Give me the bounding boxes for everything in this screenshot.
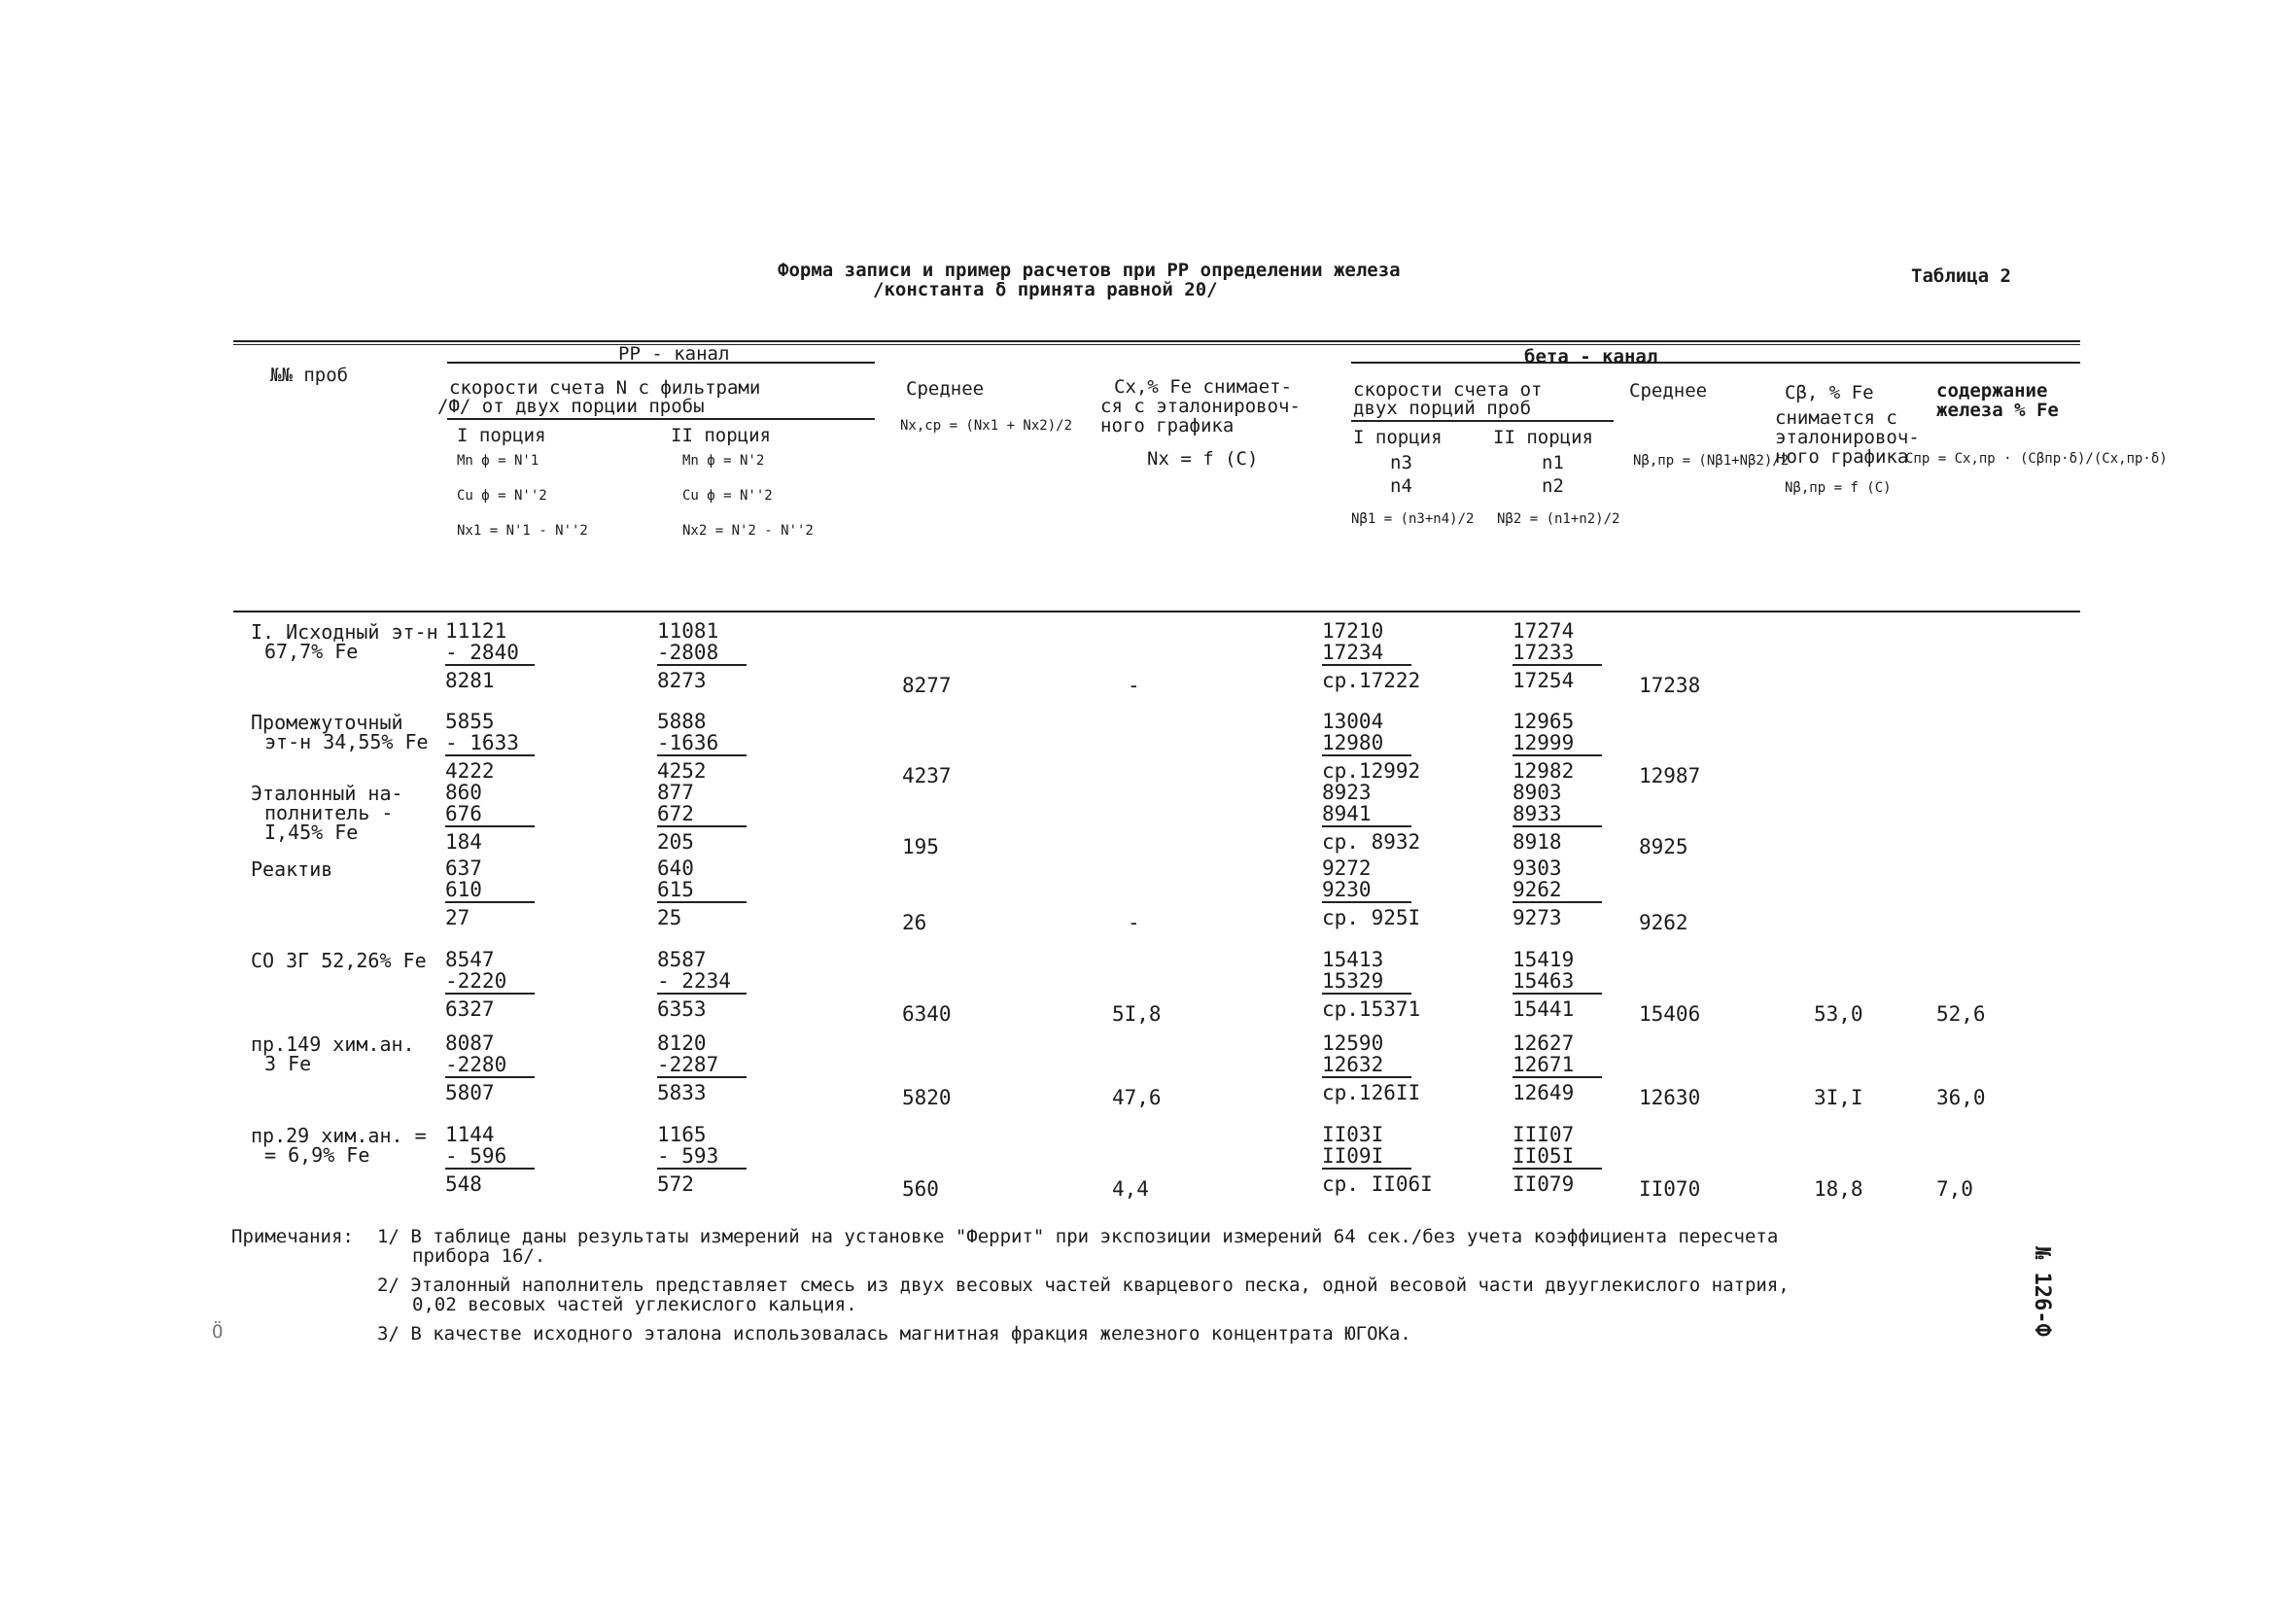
row-3-beta-portion1-reading-1: 8923 bbox=[1322, 781, 1372, 804]
row-1-beta-portion2-result: 17254 bbox=[1513, 669, 1575, 692]
row-7-beta-portion1-reading-1: II03I bbox=[1322, 1123, 1384, 1146]
row-5-beta-portion1-sum-line bbox=[1322, 993, 1411, 995]
header-portion2: II порция bbox=[671, 425, 771, 446]
row-4-beta-portion1-block bbox=[1322, 857, 1431, 928]
header-beta-portion2: II порция bbox=[1493, 427, 1593, 448]
row-1-beta-portion2-reading-1: 17274 bbox=[1513, 619, 1575, 643]
row-1-beta-portion1-sum-line bbox=[1322, 664, 1411, 666]
row-3-pp-portion1-reading-1: 860 bbox=[445, 781, 482, 804]
row-7-beta-mean: II070 bbox=[1639, 1177, 1701, 1201]
row-7-cx-percent: 4,4 bbox=[1112, 1177, 1149, 1201]
note-1-line1: 1/ В таблице даны результаты измерений на установке "Феррит" при экспозиции измерений 64 сек./без учета коэффициента пересчета bbox=[377, 1226, 1779, 1247]
row-7-fe-content: 7,0 bbox=[1936, 1177, 1973, 1201]
row-5-beta-portion1-block bbox=[1322, 949, 1431, 1020]
row-1-sample-name: 67,7% Fe bbox=[264, 640, 359, 663]
row-2-beta-portion2-sum-line bbox=[1513, 754, 1602, 756]
header-portion2-cu: Cu ф = N''2 bbox=[682, 488, 773, 504]
row-1-cx-percent: - bbox=[1128, 674, 1140, 697]
row-2-pp-portion1-reading-1: 5855 bbox=[445, 710, 495, 733]
row-4-beta-portion2-reading-2: 9262 bbox=[1513, 878, 1562, 901]
row-5-pp-portion1-result: 6327 bbox=[445, 997, 495, 1021]
row-5-sample-name: СО ЗГ 52,26% Fe bbox=[251, 949, 427, 972]
row-3-pp-portion2-reading-1: 877 bbox=[657, 781, 694, 804]
row-5-pp-portion1-sum-line bbox=[445, 993, 535, 995]
header-beta-n2: n2 bbox=[1542, 475, 1564, 497]
row-5-cx-percent: 5I,8 bbox=[1112, 1002, 1162, 1026]
row-3-beta-portion2-reading-1: 8903 bbox=[1513, 781, 1562, 804]
row-6-fe-content: 36,0 bbox=[1936, 1086, 1986, 1109]
row-6-sample-name: пр.149 хим.ан. bbox=[251, 1032, 415, 1056]
row-2-pp-mean: 4237 bbox=[902, 764, 952, 787]
row-1-beta-portion1-result: ср.17222 bbox=[1322, 669, 1421, 692]
header-beta-rates-line2: двух порций проб bbox=[1353, 398, 1532, 419]
header-fe-formula: Cпр = Cx,пр · (Cβпр·δ)/(Cx,пр·δ) bbox=[1905, 451, 2168, 467]
header-beta-n4: n4 bbox=[1390, 475, 1412, 497]
row-6-pp-portion1-reading-1: 8087 bbox=[445, 1031, 495, 1055]
row-2-pp-portion2-result: 4252 bbox=[657, 759, 707, 783]
row-7-pp-portion1-reading-2: - 596 bbox=[445, 1144, 507, 1168]
header-cb-line3: эталонировоч- bbox=[1775, 427, 1920, 448]
header-beta-mean: Среднее bbox=[1629, 380, 1708, 402]
row-6-cb-percent: 3I,I bbox=[1814, 1086, 1863, 1109]
row-3-beta-portion2-result: 8918 bbox=[1513, 830, 1562, 854]
row-4-pp-portion1-result: 27 bbox=[445, 906, 470, 929]
row-6-pp-portion1-reading-2: -2280 bbox=[445, 1053, 507, 1076]
row-4-beta-portion1-reading-2: 9230 bbox=[1322, 878, 1372, 901]
row-7-beta-portion2-block bbox=[1513, 1124, 1621, 1195]
row-1-pp-mean: 8277 bbox=[902, 674, 952, 697]
header-portion1-mn: Mn ф = N'1 bbox=[457, 453, 539, 469]
row-5-pp-portion2-sum-line bbox=[657, 993, 747, 995]
row-5-beta-portion1-reading-2: 15329 bbox=[1322, 969, 1384, 993]
row-1-beta-portion1-reading-1: 17210 bbox=[1322, 619, 1384, 643]
row-6-beta-portion1-reading-1: 12590 bbox=[1322, 1031, 1384, 1055]
header-bottom-rule bbox=[233, 611, 2080, 612]
row-4-cx-percent: - bbox=[1128, 911, 1140, 934]
row-4-pp-portion2-reading-1: 640 bbox=[657, 856, 694, 880]
row-1-pp-portion1-reading-2: - 2840 bbox=[445, 641, 519, 664]
row-3-pp-portion2-result: 205 bbox=[657, 830, 694, 854]
row-1-pp-portion2-block bbox=[657, 620, 766, 691]
row-3-pp-portion1-reading-2: 676 bbox=[445, 802, 482, 825]
header-pp-channel: РР - канал bbox=[618, 343, 730, 365]
row-3-sample-name: полнитель - bbox=[264, 801, 394, 824]
row-6-pp-portion2-reading-2: -2287 bbox=[657, 1053, 719, 1076]
header-rates-line1: скорости счета N с фильтрами bbox=[449, 377, 761, 399]
row-4-pp-portion1-sum-line bbox=[445, 901, 535, 903]
row-2-beta-mean: 12987 bbox=[1639, 764, 1701, 787]
row-6-beta-portion2-block bbox=[1513, 1032, 1621, 1103]
row-6-pp-portion2-block bbox=[657, 1032, 766, 1103]
header-beta-channel: бета - канал bbox=[1524, 346, 1658, 367]
row-1-beta-mean: 17238 bbox=[1639, 674, 1701, 697]
row-3-beta-portion2-block bbox=[1513, 782, 1621, 853]
row-3-beta-mean: 8925 bbox=[1639, 835, 1688, 858]
row-3-pp-portion1-block bbox=[445, 782, 554, 853]
row-3-beta-portion1-block bbox=[1322, 782, 1431, 853]
header-cx-formula: Nx = f (C) bbox=[1147, 448, 1259, 470]
table-top-rule-thin bbox=[233, 344, 2080, 345]
row-2-pp-portion1-block bbox=[445, 711, 554, 782]
header-beta-mean-formula: Nβ,пр = (Nβ1+Nβ2)/2 bbox=[1633, 453, 1790, 469]
row-2-beta-portion2-reading-1: 12965 bbox=[1513, 710, 1575, 733]
row-4-sample-name: Реактив bbox=[251, 857, 333, 881]
row-7-pp-portion2-reading-1: 1165 bbox=[657, 1123, 707, 1146]
row-5-beta-portion2-block bbox=[1513, 949, 1621, 1020]
row-1-pp-portion1-sum-line bbox=[445, 664, 535, 666]
row-1-pp-portion2-reading-2: -2808 bbox=[657, 641, 719, 664]
row-5-beta-portion2-result: 15441 bbox=[1513, 997, 1575, 1021]
row-5-beta-portion2-sum-line bbox=[1513, 993, 1602, 995]
note-2-line2: 0,02 весовых частей углекислого кальция. bbox=[412, 1294, 857, 1315]
row-1-pp-portion1-block bbox=[445, 620, 554, 691]
row-2-beta-portion1-reading-1: 13004 bbox=[1322, 710, 1384, 733]
row-5-beta-portion2-reading-2: 15463 bbox=[1513, 969, 1575, 993]
row-7-pp-portion2-result: 572 bbox=[657, 1172, 694, 1196]
row-4-beta-portion1-result: ср. 925I bbox=[1322, 906, 1421, 929]
header-portion1-cu: Cu ф = N''2 bbox=[457, 488, 547, 504]
row-6-pp-portion2-result: 5833 bbox=[657, 1081, 707, 1104]
row-4-beta-portion2-reading-1: 9303 bbox=[1513, 856, 1562, 880]
row-7-beta-portion1-sum-line bbox=[1322, 1168, 1411, 1170]
header-beta-formula2: Nβ2 = (n1+n2)/2 bbox=[1497, 511, 1620, 527]
row-7-pp-portion1-block bbox=[445, 1124, 554, 1195]
row-6-sample-name: 3 Fe bbox=[264, 1052, 312, 1075]
row-6-cx-percent: 47,6 bbox=[1112, 1086, 1162, 1109]
row-6-beta-portion1-block bbox=[1322, 1032, 1431, 1103]
row-4-pp-portion1-reading-1: 637 bbox=[445, 856, 482, 880]
row-1-pp-portion2-result: 8273 bbox=[657, 669, 707, 692]
row-4-pp-portion2-sum-line bbox=[657, 901, 747, 903]
header-portion1-nx: Nx1 = N'1 - N''2 bbox=[457, 523, 588, 539]
note-3: 3/ В качестве исходного эталона использовалась магнитная фракция железного концентрата ЮГОКа. bbox=[377, 1323, 1411, 1345]
row-1-pp-portion2-sum-line bbox=[657, 664, 747, 666]
header-cx-line1: Cx,% Fe снимает- bbox=[1114, 376, 1293, 398]
row-4-pp-portion1-block bbox=[445, 857, 554, 928]
row-5-pp-portion2-reading-1: 8587 bbox=[657, 948, 707, 971]
header-fe-line1: содержание bbox=[1936, 380, 2048, 402]
row-4-beta-portion2-result: 9273 bbox=[1513, 906, 1562, 929]
row-5-pp-mean: 6340 bbox=[902, 1002, 952, 1026]
row-2-pp-portion1-sum-line bbox=[445, 754, 535, 756]
header-cx-line3: ного графика bbox=[1100, 415, 1235, 437]
row-1-beta-portion1-block bbox=[1322, 620, 1431, 691]
header-beta-portion1: I порция bbox=[1353, 427, 1443, 448]
rates-rule bbox=[447, 418, 875, 420]
beta-channel-rule bbox=[1351, 362, 2080, 364]
row-4-beta-portion1-reading-1: 9272 bbox=[1322, 856, 1372, 880]
row-7-pp-portion1-sum-line bbox=[445, 1168, 535, 1170]
header-mean-formula: Nx,ср = (Nx1 + Nx2)/2 bbox=[900, 418, 1073, 434]
row-1-beta-portion2-sum-line bbox=[1513, 664, 1602, 666]
note-2-line1: 2/ Эталонный наполнитель представляет смесь из двух весовых частей кварцевого песка, одной весовой части двууглекислого натрия, bbox=[377, 1275, 1790, 1296]
margin-mark: Ö bbox=[212, 1321, 224, 1343]
header-mean: Среднее bbox=[906, 378, 985, 400]
header-portion1: I порция bbox=[457, 425, 546, 446]
table-label: Таблица 2 bbox=[1911, 265, 2011, 287]
row-6-beta-portion1-reading-2: 12632 bbox=[1322, 1053, 1384, 1076]
row-4-beta-portion2-block bbox=[1513, 857, 1621, 928]
row-1-beta-portion2-block bbox=[1513, 620, 1621, 691]
row-7-sample-name: пр.29 хим.ан. = bbox=[251, 1124, 427, 1147]
beta-rates-rule bbox=[1351, 420, 1614, 422]
header-beta-n3: n3 bbox=[1390, 452, 1412, 473]
row-6-pp-mean: 5820 bbox=[902, 1086, 952, 1109]
row-3-beta-portion2-sum-line bbox=[1513, 825, 1602, 827]
row-4-beta-portion1-sum-line bbox=[1322, 901, 1411, 903]
header-beta-formula1: Nβ1 = (n3+n4)/2 bbox=[1351, 511, 1475, 527]
row-7-beta-portion2-sum-line bbox=[1513, 1168, 1602, 1170]
document-title: Форма записи и пример расчетов при РР определении железа bbox=[778, 260, 1401, 281]
row-5-beta-portion1-result: ср.15371 bbox=[1322, 997, 1421, 1021]
row-6-beta-portion2-reading-2: 12671 bbox=[1513, 1053, 1575, 1076]
row-4-beta-mean: 9262 bbox=[1639, 911, 1688, 934]
row-4-pp-portion2-block bbox=[657, 857, 766, 928]
row-2-sample-name: эт-н 34,55% Fe bbox=[264, 730, 429, 753]
header-beta-n1: n1 bbox=[1542, 452, 1564, 473]
row-1-beta-portion2-reading-2: 17233 bbox=[1513, 641, 1575, 664]
row-3-beta-portion1-result: ср. 8932 bbox=[1322, 830, 1421, 854]
row-7-pp-portion2-reading-2: - 593 bbox=[657, 1144, 719, 1168]
row-7-beta-portion1-block bbox=[1322, 1124, 1431, 1195]
row-5-beta-portion2-reading-1: 15419 bbox=[1513, 948, 1575, 971]
row-3-pp-portion1-sum-line bbox=[445, 825, 535, 827]
row-7-beta-portion2-reading-1: III07 bbox=[1513, 1123, 1575, 1146]
row-5-pp-portion1-reading-1: 8547 bbox=[445, 948, 495, 971]
row-2-pp-portion2-block bbox=[657, 711, 766, 782]
row-7-pp-portion1-reading-1: 1144 bbox=[445, 1123, 495, 1146]
row-4-pp-portion2-reading-2: 615 bbox=[657, 878, 694, 901]
row-6-beta-portion2-result: 12649 bbox=[1513, 1081, 1575, 1104]
row-2-beta-portion1-block bbox=[1322, 711, 1431, 782]
row-6-beta-portion1-result: ср.126II bbox=[1322, 1081, 1421, 1104]
header-cb-line2: снимается с bbox=[1775, 407, 1897, 429]
row-5-pp-portion1-reading-2: -2220 bbox=[445, 969, 507, 993]
row-7-pp-mean: 560 bbox=[902, 1177, 939, 1201]
row-2-pp-portion2-reading-1: 5888 bbox=[657, 710, 707, 733]
row-5-pp-portion2-result: 6353 bbox=[657, 997, 707, 1021]
row-5-beta-mean: 15406 bbox=[1639, 1002, 1701, 1026]
notes-label: Примечания: bbox=[231, 1226, 354, 1247]
row-6-beta-portion2-reading-1: 12627 bbox=[1513, 1031, 1575, 1055]
row-5-pp-portion2-reading-2: - 2234 bbox=[657, 969, 731, 993]
row-2-beta-portion1-result: ср.12992 bbox=[1322, 759, 1421, 783]
header-fe-line2: железа % Fe bbox=[1936, 400, 2059, 421]
row-7-pp-portion1-result: 548 bbox=[445, 1172, 482, 1196]
row-5-pp-portion2-block bbox=[657, 949, 766, 1020]
row-3-sample-name: I,45% Fe bbox=[264, 821, 359, 844]
row-2-sample-name: Промежуточный bbox=[251, 711, 403, 734]
row-7-cb-percent: 18,8 bbox=[1814, 1177, 1863, 1201]
row-7-pp-portion2-sum-line bbox=[657, 1168, 747, 1170]
row-4-pp-portion2-result: 25 bbox=[657, 906, 682, 929]
header-cb-line4: ного графика bbox=[1775, 446, 1909, 468]
row-6-pp-portion1-block bbox=[445, 1032, 554, 1103]
row-2-pp-portion1-result: 4222 bbox=[445, 759, 495, 783]
row-1-pp-portion1-reading-1: 11121 bbox=[445, 619, 507, 643]
row-2-pp-portion2-sum-line bbox=[657, 754, 747, 756]
row-7-beta-portion2-reading-2: II05I bbox=[1513, 1144, 1575, 1168]
row-7-pp-portion2-block bbox=[657, 1124, 766, 1195]
row-7-beta-portion1-reading-2: II09I bbox=[1322, 1144, 1384, 1168]
row-2-beta-portion2-reading-2: 12999 bbox=[1513, 731, 1575, 754]
row-1-sample-name: I. Исходный эт-н bbox=[251, 620, 438, 644]
row-2-beta-portion2-result: 12982 bbox=[1513, 759, 1575, 783]
row-3-beta-portion2-reading-2: 8933 bbox=[1513, 802, 1562, 825]
row-2-beta-portion1-reading-2: 12980 bbox=[1322, 731, 1384, 754]
header-cb-line1: Cβ, % Fe bbox=[1785, 382, 1874, 403]
header-portion2-nx: Nx2 = N'2 - N''2 bbox=[682, 523, 814, 539]
header-rates-line2: /Ф/ от двух порции пробы bbox=[437, 396, 705, 417]
row-3-pp-portion2-sum-line bbox=[657, 825, 747, 827]
row-6-pp-portion1-sum-line bbox=[445, 1076, 535, 1078]
header-cx-line2: ся с эталонировоч- bbox=[1100, 396, 1301, 417]
row-5-cb-percent: 53,0 bbox=[1814, 1002, 1863, 1026]
row-1-beta-portion1-reading-2: 17234 bbox=[1322, 641, 1384, 664]
row-4-pp-mean: 26 bbox=[902, 911, 927, 934]
row-6-beta-mean: 12630 bbox=[1639, 1086, 1701, 1109]
row-6-pp-portion2-reading-1: 8120 bbox=[657, 1031, 707, 1055]
row-3-pp-portion2-block bbox=[657, 782, 766, 853]
row-1-pp-portion1-result: 8281 bbox=[445, 669, 495, 692]
row-3-pp-mean: 195 bbox=[902, 835, 939, 858]
row-2-pp-portion2-reading-2: -1636 bbox=[657, 731, 719, 754]
row-7-beta-portion2-result: II079 bbox=[1513, 1172, 1575, 1196]
row-3-beta-portion1-reading-2: 8941 bbox=[1322, 802, 1372, 825]
row-6-pp-portion1-result: 5807 bbox=[445, 1081, 495, 1104]
document-subtitle: /константа δ принята равной 20/ bbox=[873, 279, 1218, 300]
row-7-sample-name: = 6,9% Fe bbox=[264, 1143, 370, 1167]
row-6-pp-portion2-sum-line bbox=[657, 1076, 747, 1078]
row-3-sample-name: Эталонный на- bbox=[251, 782, 403, 805]
header-beta-rates-line1: скорости счета от bbox=[1353, 379, 1543, 401]
row-5-beta-portion1-reading-1: 15413 bbox=[1322, 948, 1384, 971]
row-2-beta-portion2-block bbox=[1513, 711, 1621, 782]
row-5-pp-portion1-block bbox=[445, 949, 554, 1020]
side-document-code: № 126-Ф bbox=[2030, 1246, 2054, 1337]
row-3-pp-portion2-reading-2: 672 bbox=[657, 802, 694, 825]
table-top-rule bbox=[233, 340, 2080, 342]
row-4-pp-portion1-reading-2: 610 bbox=[445, 878, 482, 901]
row-2-pp-portion1-reading-2: - 1633 bbox=[445, 731, 519, 754]
row-6-beta-portion1-sum-line bbox=[1322, 1076, 1411, 1078]
header-cb-formula: Nβ,пр = f (C) bbox=[1785, 480, 1892, 496]
header-sample-number: №№ проб bbox=[270, 365, 349, 386]
row-3-beta-portion1-sum-line bbox=[1322, 825, 1411, 827]
row-3-pp-portion1-result: 184 bbox=[445, 830, 482, 854]
row-2-beta-portion1-sum-line bbox=[1322, 754, 1411, 756]
header-portion2-mn: Mn ф = N'2 bbox=[682, 453, 765, 469]
row-4-beta-portion2-sum-line bbox=[1513, 901, 1602, 903]
row-7-beta-portion1-result: ср. II06I bbox=[1322, 1172, 1433, 1196]
row-5-fe-content: 52,6 bbox=[1936, 1002, 1986, 1026]
row-6-beta-portion2-sum-line bbox=[1513, 1076, 1602, 1078]
row-1-pp-portion2-reading-1: 11081 bbox=[657, 619, 719, 643]
note-1-line2: прибора 16/. bbox=[412, 1245, 546, 1267]
